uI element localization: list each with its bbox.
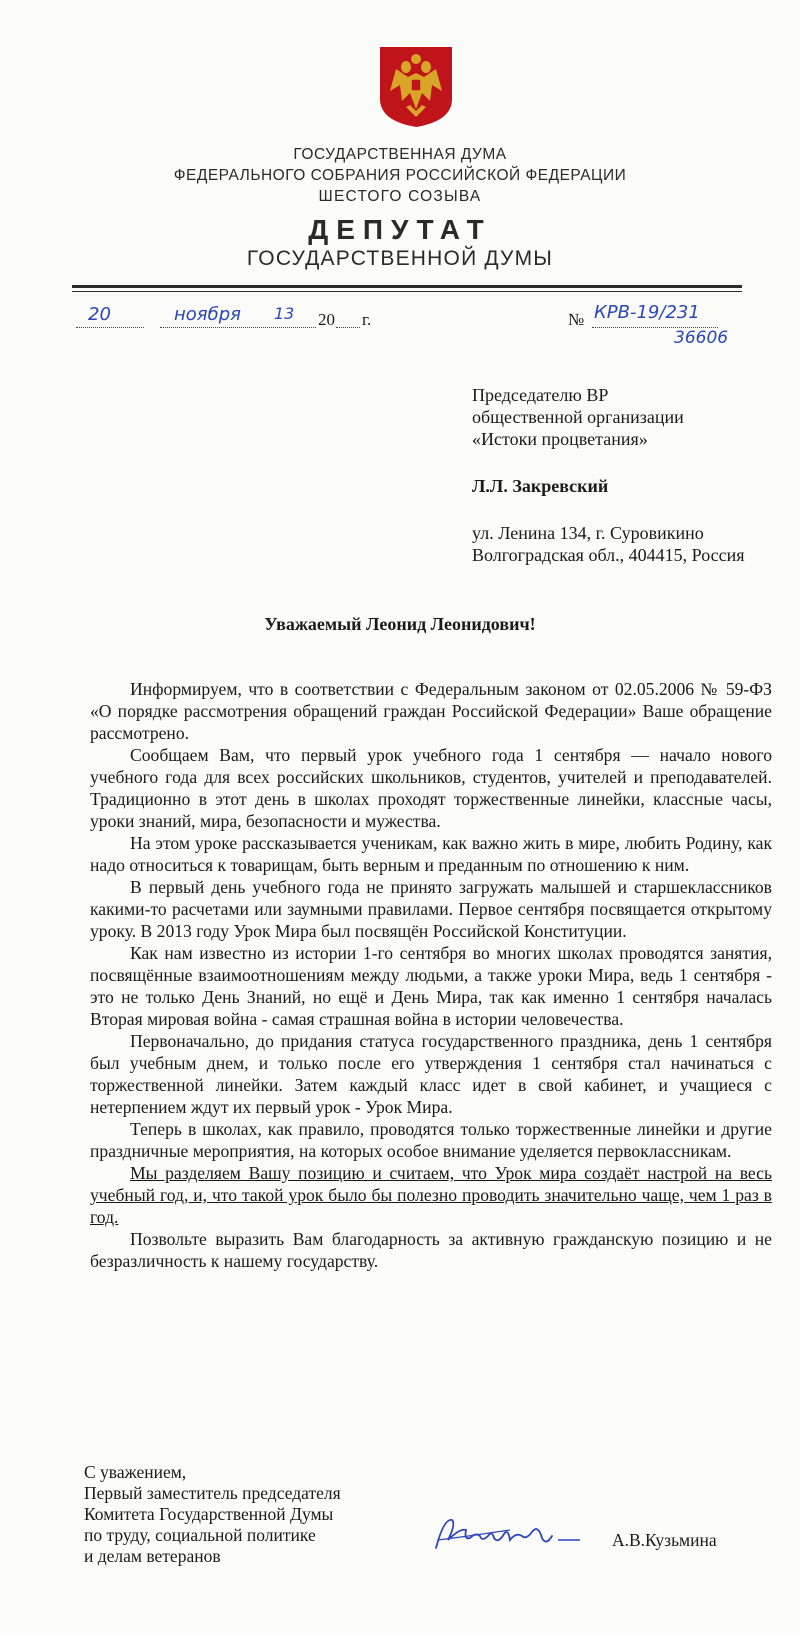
body-paragraph-underlined: Мы разделяем Вашу позицию и считаем, что Урок мира создаёт настрой на весь учебный год, и, что такой урок было бы полезно проводить значительно чаще, чем 1 раз в год.	[90, 1163, 772, 1227]
handwritten-signature	[430, 1510, 590, 1560]
signer-title-line-1: Первый заместитель председателя	[84, 1483, 341, 1503]
letterhead-line-2: ФЕДЕРАЛЬНОГО СОБРАНИЯ РОССИЙСКОЙ ФЕДЕРАЦИИ	[173, 167, 627, 184]
addressee-address-1: ул. Ленина 134, г. Суровикино	[472, 523, 704, 543]
addressee-name: Л.Л. Закревский	[472, 476, 609, 496]
closing: С уважением,	[84, 1462, 187, 1482]
date-day: 20	[88, 304, 111, 325]
date-month-underline	[160, 327, 316, 328]
letter-date	[76, 304, 376, 336]
addressee-line-1: Председателю ВР	[472, 385, 609, 405]
date-suffix: г.	[362, 310, 372, 329]
signer-title-line-3: по труду, социальной политике	[84, 1525, 316, 1545]
body-paragraph: Сообщаем Вам, что первый урок учебного года 1 сентября — начало нового учебного года для всех российских школьников, студентов, учителей и преподавателей. Традиционно в этот день в школах проходят торжественные линейки, классные часы, уроки знаний, мира, безопасности и мужества.	[90, 745, 772, 831]
header-rule-thin	[72, 291, 742, 292]
body-paragraph: В первый день учебного года не принято загружать малышей и старшеклассников какими-то расчетами или заумными правилами. Первое сентября посвящается открытому уроку. В 2013 году Урок Мира был посвящён Российской Конституции.	[90, 877, 772, 941]
salutation: Уважаемый Леонид Леонидович!	[264, 614, 536, 634]
letterhead-subtitle: ГОСУДАРСТВЕННОЙ ДУМЫ	[246, 247, 554, 270]
reference-number-value: КРВ-19/231	[594, 302, 700, 323]
letterhead-line-1: ГОСУДАРСТВЕННАЯ ДУМА	[293, 146, 507, 163]
body-paragraph: Первоначально, до придания статуса государственного праздника, день 1 сентября был учебным днем, и только после его утверждения 1 сентября стал начинаться с торжественной линейки. Затем каждый класс идет в свой кабинет, и учащиеся с нетерпением ждут их первый урок - Урок Мира.	[90, 1031, 772, 1117]
body-paragraph: Как нам известно из истории 1-го сентября во многих школах проводятся занятия, посвящённые взаимоотношениям между людьми, а также уроки Мира, ведь 1 сентября - это не только День Знаний, но ещё и День Мира, так как именно 1 сентября началась Вторая мировая война - самая страшная война в истории человечества.	[90, 943, 772, 1029]
letterhead-title: ДЕПУТАТ	[308, 214, 492, 245]
signer-title-line-2: Комитета Государственной Думы	[84, 1504, 334, 1524]
letterhead-line-3: ШЕСТОГО СОЗЫВА	[318, 188, 482, 205]
reference-number	[568, 302, 758, 360]
header-rule-thick	[72, 285, 742, 288]
body-paragraph: Позвольте выразить Вам благодарность за активную гражданскую позицию и не безразличность к нашему государству.	[90, 1229, 772, 1271]
date-month: ноября	[174, 304, 241, 325]
signer-title-line-4: и делам ветеранов	[84, 1546, 221, 1566]
date-year-underline	[336, 327, 360, 328]
coat-of-arms-emblem	[376, 45, 456, 129]
date-year: 13	[274, 304, 295, 323]
addressee-line-2: общественной организации	[472, 407, 684, 427]
body-paragraph: На этом уроке рассказывается ученикам, как важно жить в мире, любить Родину, как надо относиться к товарищам, быть верным и преданным по отношению к ним.	[90, 833, 772, 875]
date-day-underline	[76, 327, 144, 328]
signer-name: А.В.Кузьмина	[612, 1530, 717, 1550]
signature-block	[84, 1462, 341, 1567]
number-sign: №	[568, 310, 585, 329]
reference-sub-number: 36606	[674, 328, 729, 348]
letter-body	[90, 678, 772, 1272]
date-century: 20	[318, 310, 335, 329]
addressee-line-3: «Истоки процветания»	[472, 429, 648, 449]
addressee-address-2: Волгоградская обл., 404415, Россия	[472, 545, 745, 565]
body-paragraph: Информируем, что в соответствии с Федеральным законом от 02.05.2006 № 59-ФЗ «О порядке рассмотрения обращений граждан Российской Федерации» Ваше обращение рассмотрено.	[90, 679, 772, 743]
body-paragraph: Теперь в школах, как правило, проводятся только торжественные линейки и другие праздничные мероприятия, на которых особое внимание уделяется первоклассникам.	[90, 1119, 772, 1161]
